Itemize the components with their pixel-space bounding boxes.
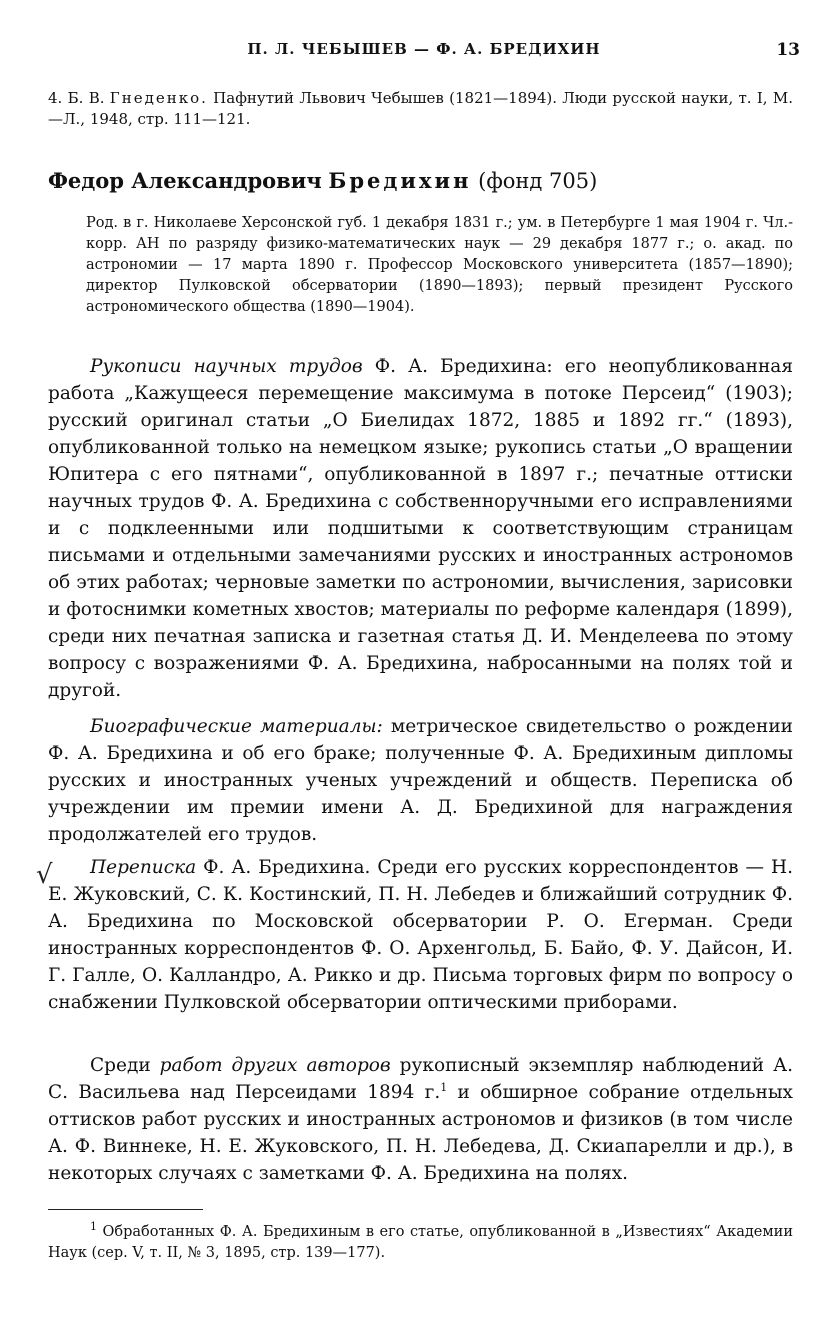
- manuscripts-lead: Рукописи научных трудов: [90, 356, 363, 377]
- biography-note: Род. в г. Николаеве Херсонской губ. 1 декабря 1831 г.; ум. в Петербурге 1 мая 1904 г. Чл.-корр. АН по разряду физико-математических наук — 29 декабря 1877 г.; о. акад. по астрономии — 17 марта 1890 г. Профессор Московского университета (1857—1890); директор Пулковской обсерватории (1890—1893); первый президент Русского астрономического общества (1890—1904).: [86, 215, 793, 315]
- section-heading: [48, 167, 793, 195]
- biographical-text: метрическое свидетельство о рождении Ф. А. Бредихина и об его браке; полученные Ф. А. Бредихиным дипломы русских и иностранных ученых учреждений и обществ. Переписка об учреждении им премии имени А. Д. Бредихиной для награждения продолжателей его трудов.: [48, 716, 793, 845]
- page-header: [48, 40, 800, 62]
- reference-text: Пафнутий Львович Чебышев (1821—1894). Люди русской науки, т. I, М.—Л., 1948, стр. 111—121.: [48, 89, 793, 128]
- manuscripts-text: Ф. А. Бредихина: его неопубликованная работа „Кажущееся перемещение максимума в потоке Персеид“ (1903); русский оригинал статьи „О Биелидах 1872, 1885 и 1892 гг.“ (1893), опубликованной только на немецком языке; рукопись статьи „О вращении Юпитера с его пятнами“, опубликованной в 1897 г.; печатные оттиски научных трудов Ф. А. Бредихина с собственноручными его исправлениями и с подклеенными или подшитыми к соответствующим страницам письмами и отдельными замечаниями русских и иностранных астрономов об этих работах; черновые заметки по астрономии, вычисления, зарисовки и фотоснимки кометных хвостов; материалы по реформе календаря (1899), среди них печатная записка и газетная статья Д. И. Менделеева по этому вопросу с возражениями Ф. А. Бредихина, набросанными на полях той и другой.: [48, 356, 793, 701]
- manuscripts-paragraph: [48, 353, 793, 704]
- other-works-text-b: и обширное собрание отдельных оттисков работ русских и иностранных астрономов и физиков (в том числе А. Ф. Виннеке, Н. Е. Жуковского, П. Н. Лебедева, Д. Скиапарелли и др.), в некоторых случаях с заметками Ф. А. Бредихина на полях.: [48, 1082, 793, 1184]
- person-surname: Бредихин: [328, 168, 472, 193]
- biographical-paragraph: [48, 713, 793, 848]
- footnote: [48, 1222, 793, 1264]
- footnote-mark: 1: [90, 1220, 97, 1234]
- footnote-text: Обработанных Ф. А. Бредихиным в его статье, опубликованной в „Известиях“ Академии Наук (сер. V, т. II, № 3, 1895, стр. 139—177).: [48, 1224, 793, 1261]
- footnote-divider: [48, 1209, 203, 1210]
- other-works-text-a: рукописный экземпляр наблюдений А. С. Васильева над Персеидами 1894 г.: [48, 1055, 793, 1103]
- other-works-paragraph: [48, 1052, 793, 1187]
- correspondence-lead: Переписка: [90, 857, 197, 878]
- other-works-lead: работ других авторов: [159, 1055, 391, 1076]
- correspondence-text: Ф. А. Бредихина. Среди его русских корреспондентов — Н. Е. Жуковский, С. К. Костинский, П. Н. Лебедев и ближайший сотрудник Ф. А. Бредихина по Московской обсерватории Р. О. Егерман. Среди иностранных корреспондентов Ф. О. Архенгольд, Б. Байо, Ф. У. Дайсон, И. Г. Галле, О. Калландро, А. Рикко и др. Письма торговых фирм по вопросу о снабжении Пулковской обсерватории оптическими приборами.: [48, 857, 793, 1013]
- footnote-reference: 1: [440, 1080, 448, 1094]
- correspondence-paragraph: [48, 854, 793, 1016]
- other-works-start: Среди: [90, 1055, 160, 1076]
- page-number: 13: [776, 40, 800, 60]
- fund-number: (фонд 705): [478, 169, 598, 193]
- biographical-lead: Биографические материалы:: [90, 716, 383, 737]
- running-title: П. Л. ЧЕБЫШЕВ — Ф. А. БРЕДИХИН: [247, 40, 601, 58]
- reference-number: 4. Б. В.: [48, 89, 105, 107]
- reference-author: Гнеденко.: [109, 89, 208, 107]
- reference-item-4: [48, 88, 793, 130]
- person-name: Федор Александрович: [48, 168, 322, 193]
- margin-checkmark: √: [36, 860, 53, 890]
